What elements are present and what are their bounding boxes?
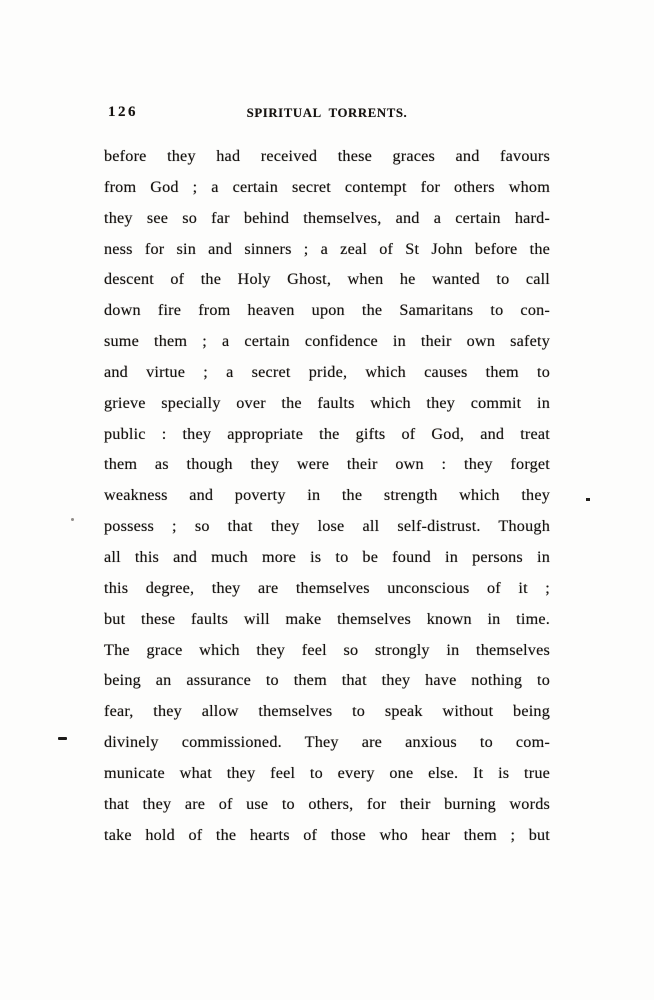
text-line: from God ; a certain secret contempt for others whom: [104, 177, 550, 196]
running-title: SPIRITUAL TORRENTS.: [246, 106, 408, 120]
right-margin-speck-artifact: [586, 498, 590, 501]
text-line: take hold of the hearts of those who hear them ; but: [104, 825, 550, 844]
page-body: [104, 141, 550, 850]
text-line: grieve specially over the faults which they commit in: [104, 393, 550, 412]
text-line: down fire from heaven upon the Samaritans to con-: [104, 301, 550, 320]
text-line: public : they appropriate the gifts of God, and treat: [104, 424, 550, 443]
text-line: municate what they feel to every one else. It is true: [104, 763, 550, 782]
text-line: The grace which they feel so strongly in themselves: [104, 640, 550, 659]
text-line: being an assurance to them that they have nothing to: [104, 671, 550, 690]
page-header: [104, 104, 550, 124]
left-margin-dash-artifact: [58, 737, 67, 740]
text-line: this degree, they are themselves unconscious of it ;: [104, 578, 550, 597]
text-line: divinely commissioned. They are anxious to com-: [104, 733, 550, 752]
text-line: and virtue ; a secret pride, which causes them to: [104, 362, 550, 381]
text-line: sume them ; a certain confidence in their own safety: [104, 332, 550, 351]
text-line: but these faults will make themselves known in time.: [104, 609, 550, 628]
text-line: before they had received these graces and favours: [104, 147, 550, 165]
text-line: they see so far behind themselves, and a certain hard-: [104, 208, 550, 227]
text-line: descent of the Holy Ghost, when he wanted to call: [104, 270, 550, 289]
left-margin-dot-artifact: [71, 518, 74, 521]
page-number: 126: [108, 104, 138, 120]
text-line: fear, they allow themselves to speak without being: [104, 702, 550, 721]
text-line: them as though they were their own : they forget: [104, 455, 550, 474]
text-line: that they are of use to others, for their burning words: [104, 794, 550, 813]
text-line: weakness and poverty in the strength which they: [104, 486, 550, 505]
text-line: possess ; so that they lose all self-distrust. Though: [104, 517, 550, 536]
text-line: ness for sin and sinners ; a zeal of St John before the: [104, 239, 550, 258]
text-line: all this and much more is to be found in persons in: [104, 547, 550, 566]
